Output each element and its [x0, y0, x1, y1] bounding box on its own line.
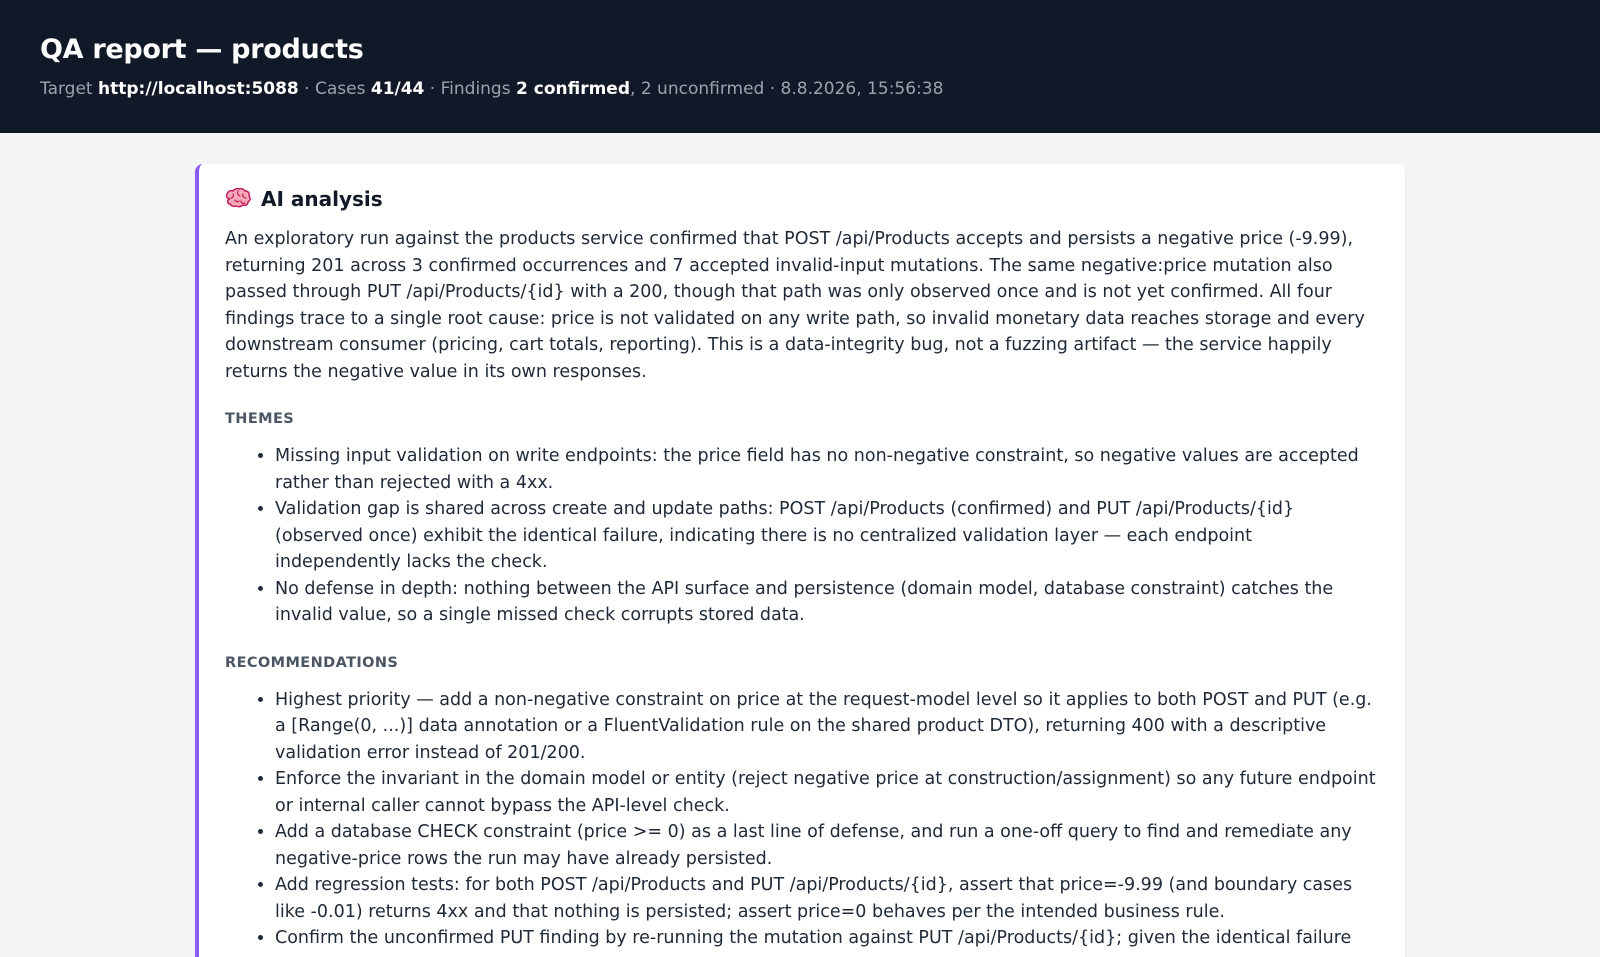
- main-content: [0, 133, 1600, 957]
- analysis-summary: An exploratory run against the products service confirmed that POST /api/Products accepts and persists a negative price (-9.99), returning 201 across 3 confirmed occurrences and 7 accepted invalid-input mutations. The same negative:price mutation also passed through PUT /api/Products/{id} with a 200, though that path was only observed once and is not yet confirmed. All four findings trace to a single root cause: price is not validated on any write path, so invalid monetary data reaches storage and every downstream consumer (pricing, cart totals, reporting). This is a data-integrity bug, not a fuzzing artifact — the service happily returns the negative value in its own responses.: [225, 229, 1365, 382]
- report-timestamp: 8.8.2026, 15:56:38: [780, 79, 944, 99]
- findings-unconfirmed: 2 unconfirmed: [640, 79, 765, 99]
- list-item: • Missing input validation on write endpoints: the price field has no non-negative constraint, so negative values are accepted rather than rejected with a 4xx.: [275, 443, 1377, 496]
- meta-separator: ·: [304, 79, 315, 99]
- findings-label: Findings: [440, 79, 511, 99]
- page-title: QA report — products: [40, 34, 364, 65]
- recommendations-list: [225, 687, 1377, 952]
- list-item: • Confirm the unconfirmed PUT finding by re-running the mutation against PUT /api/Products/{id}; given the identical failure: [275, 925, 1377, 952]
- list-item: • Add regression tests: for both POST /api/Products and PUT /api/Products/{id}, assert that price=-9.99 (and boundary cases like -0.01) returns 4xx and that nothing is persisted; assert price=0 behaves per the intended business rule.: [275, 872, 1377, 925]
- report-meta: [40, 77, 1560, 101]
- target-label: Target: [40, 79, 93, 99]
- themes-label: THEMES: [225, 411, 295, 427]
- report-header: [0, 0, 1600, 133]
- ai-analysis-title: AI analysis: [261, 187, 383, 211]
- cases-count: 41/44: [370, 79, 425, 99]
- ai-analysis-card: [195, 164, 1405, 957]
- recommendations-label: RECOMMENDATIONS: [225, 654, 399, 671]
- list-item: • Highest priority — add a non-negative constraint on price at the request-model level so it applies to both POST and PUT (e.g. a [Range(0, ...)] data annotation or a FluentValidation rule on the shared product DTO), returning 400 with a descriptive validation error instead of 201/200.: [275, 687, 1377, 767]
- ai-analysis-heading: [225, 184, 1377, 214]
- list-item: • Enforce the invariant in the domain model or entity (reject negative price at construction/assignment) so any future endpoint or internal caller cannot bypass the API-level check.: [275, 766, 1377, 819]
- list-item: • No defense in depth: nothing between the API surface and persistence (domain model, database constraint) catches the invalid value, so a single missed check corrupts stored data.: [275, 576, 1377, 629]
- list-item: • Add a database CHECK constraint (price >= 0) as a last line of defense, and run a one-off query to find and remediate any negative-price rows the run may have already persisted.: [275, 819, 1377, 872]
- meta-separator: ·: [769, 79, 781, 99]
- findings-confirmed: 2 confirmed: [516, 79, 631, 99]
- cases-label: Cases: [314, 79, 366, 99]
- meta-comma: ,: [630, 79, 641, 99]
- list-item: • Validation gap is shared across create and update paths: POST /api/Products (confirmed) and PUT /api/Products/{id} (observed once) exhibit the identical failure, indicating there is no centralized validation layer — each endpoint independently lacks the check.: [275, 496, 1377, 576]
- meta-separator: ·: [429, 79, 441, 99]
- themes-list: [225, 443, 1377, 629]
- brain-icon: [225, 188, 251, 210]
- target-url: http://localhost:5088: [98, 79, 299, 99]
